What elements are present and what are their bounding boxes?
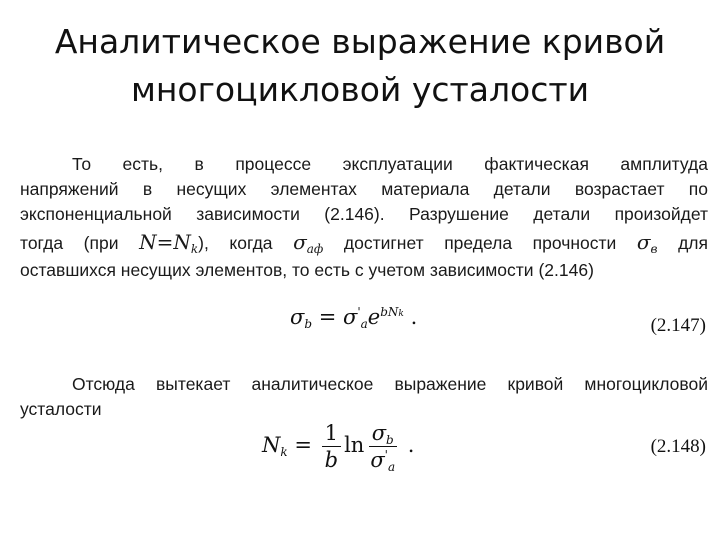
condition-formula	[139, 230, 198, 254]
equation-2-148	[262, 420, 414, 473]
paragraph-1-line-1: То есть, в процессе эксплуатации фактическая амплитуда	[72, 154, 708, 174]
eq1-exponent	[380, 305, 404, 319]
paragraph-1	[20, 152, 708, 283]
eq1-lhs-sub: b	[304, 317, 313, 331]
paragraph-2	[20, 372, 708, 422]
eq2-fraction-2-denominator	[367, 447, 398, 473]
paragraph-2-line-2: усталости	[20, 399, 102, 419]
slide-title	[0, 18, 720, 114]
eq1-rhs-sub: a	[360, 317, 368, 331]
eq2-den-sigma: σ	[370, 448, 385, 472]
text-fragment: для	[678, 233, 708, 253]
eq2-end: .	[401, 433, 415, 457]
eq2-num-sub: b	[386, 433, 394, 447]
eq2-num-sigma: σ	[371, 421, 387, 445]
equation-2-147	[290, 305, 417, 329]
eq1-end: .	[403, 305, 418, 329]
sigma-char: σ	[293, 230, 307, 254]
text-fragment: ), когда	[198, 233, 273, 253]
paragraph-1-line-4	[20, 227, 708, 258]
eq2-den-sub: a	[387, 460, 396, 474]
eq1-prime: '	[357, 305, 361, 319]
condition-subscript: k	[190, 242, 199, 256]
paragraph-2-line-1: Отсюда вытекает аналитическое выражение кривой многоцикловой	[72, 374, 708, 394]
paragraph-1-line-2: напряжений в несущих элементах материала детали возрастает по	[20, 179, 708, 199]
eq2-lhs-sub: k	[280, 445, 288, 459]
paragraph-1-line-5: оставшихся несущих элементов, то есть с учетом зависимости (2.146)	[20, 260, 594, 280]
sigma-char: σ	[636, 230, 651, 254]
eq2-fraction-1-denominator: b	[324, 448, 339, 472]
eq2-den-prime: '	[384, 448, 388, 462]
text-fragment: достигнет предела прочности	[343, 233, 617, 253]
eq2-fraction-2	[367, 420, 398, 473]
title-line-2: многоцикловой усталости	[130, 70, 590, 109]
eq2-ln: ln	[344, 433, 365, 457]
sigma-v-symbol	[637, 230, 658, 254]
eq1-exponent-text: bN	[380, 305, 399, 319]
eq1-equals: =	[312, 305, 343, 329]
equation-number-2-148: (2.148)	[650, 436, 706, 457]
text-fragment: тогда (при	[20, 233, 119, 253]
eq1-sigma: σ	[290, 305, 305, 329]
sigma-af-subscript: аф	[306, 242, 324, 256]
eq2-fraction-1-numerator: 1	[322, 420, 341, 447]
eq1-exp-base: e	[367, 305, 381, 329]
eq1-exponent-sub: k	[398, 309, 404, 319]
eq2-fraction-2-numerator	[369, 420, 397, 447]
equation-number-2-147: (2.147)	[650, 315, 706, 336]
condition-text: N=N	[139, 230, 191, 254]
eq2-fraction-1	[322, 420, 341, 473]
eq1-sigma-prime: σ	[342, 305, 358, 329]
eq2-equals: =	[287, 433, 319, 457]
title-line-1: Аналитическое выражение кривой	[54, 22, 666, 61]
paragraph-1-line-3: экспоненциальной зависимости (2.146). Разрушение детали произойдет	[20, 204, 708, 224]
eq2-lhs: N	[262, 433, 281, 457]
sigma-v-subscript: в	[650, 242, 658, 256]
sigma-af-symbol	[293, 230, 323, 254]
